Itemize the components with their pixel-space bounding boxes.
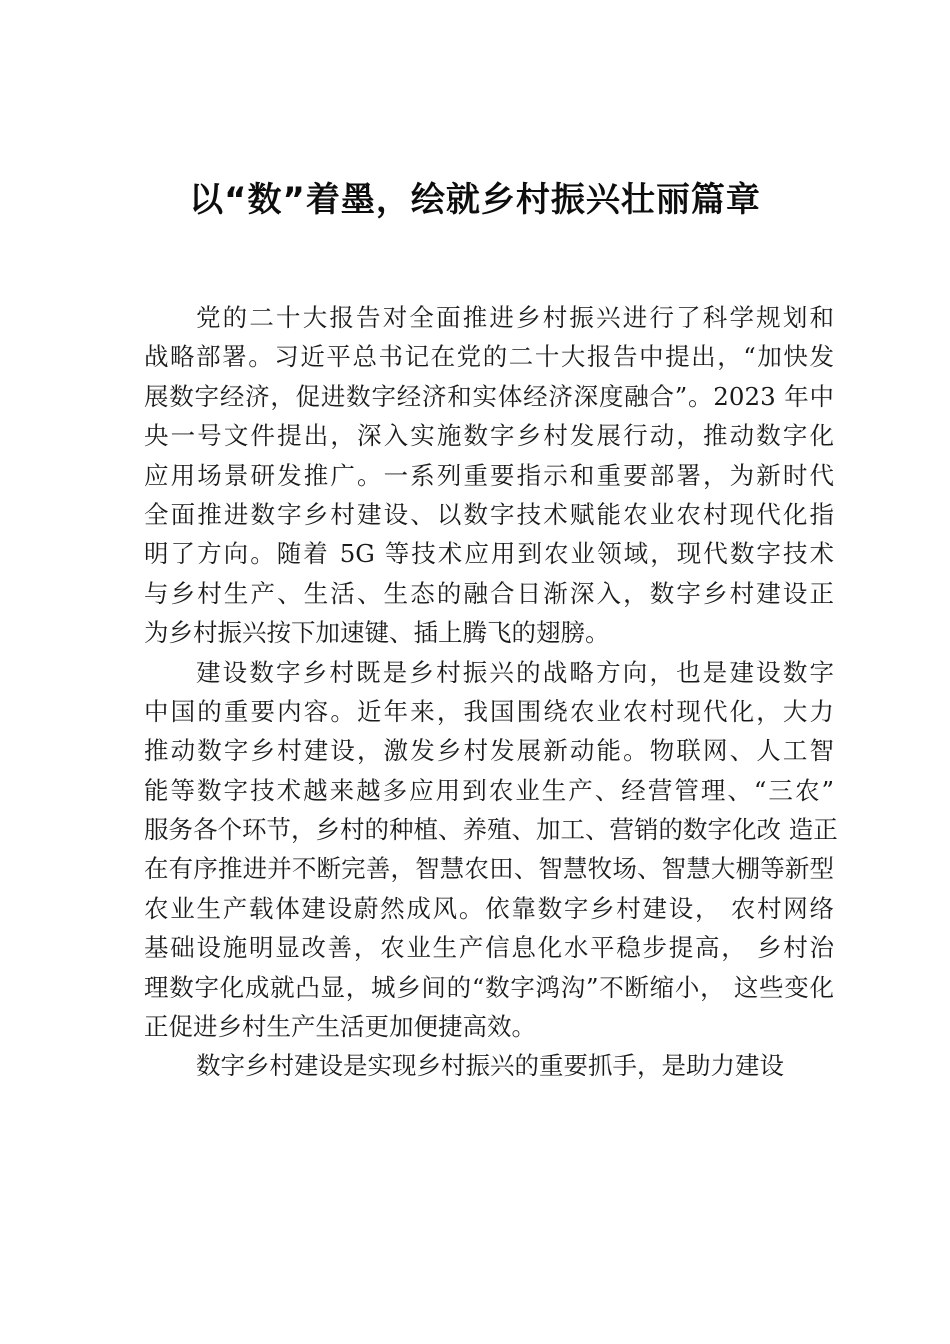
- paragraph-line: 基础设施明显改善，农业生产信息化水平稳步提高， 乡村治: [144, 933, 834, 963]
- paragraph-line: 建设数字乡村既是乡村振兴的战略方向，也是建设数字: [196, 657, 834, 687]
- paragraph-line: 在有序推进并不断完善，智慧农田、智慧牧场、智慧大棚等新型: [144, 854, 834, 884]
- paragraph-line: 服务各个环节，乡村的种植、养殖、加工、营销的数字化改 造正: [144, 815, 838, 845]
- paragraph-3: [144, 1046, 834, 1085]
- paragraph-line: 战略部署。习近平总书记在党的二十大报告中提出，“加快发: [144, 342, 834, 372]
- paragraph-line: 为乡村振兴按下加速键、插上腾飞的翅膀。: [144, 618, 610, 648]
- paragraph-line: 理数字化成就凸显，城乡间的“数字鸿沟”不断缩小， 这些变化: [144, 972, 834, 1002]
- document-title: 以“数”着墨，绘就乡村振兴壮丽篇章: [189, 180, 761, 220]
- paragraph-line: 应用场景研发推广。一系列重要指示和重要部署，为新时代: [144, 460, 834, 490]
- paragraph-line: 明了方向。随着 5G 等技术应用到农业领域，现代数字技术: [144, 539, 834, 569]
- paragraph-line: 全面推进数字乡村建设、以数字技术赋能农业农村现代化指: [144, 499, 834, 529]
- paragraph-line: 央一号文件提出，深入实施数字乡村发展行动，推动数字化: [144, 421, 834, 451]
- paragraph-line: 数字乡村建设是实现乡村振兴的重要抓手，是助力建设: [196, 1051, 784, 1081]
- document-body: [144, 298, 838, 1086]
- paragraph-line: 展数字经济，促进数字经济和实体经济深度融合”。2023 年中: [144, 381, 834, 411]
- paragraph-line: 党的二十大报告对全面推进乡村振兴进行了科学规划和: [196, 303, 834, 332]
- paragraph-line: 中国的重要内容。近年来，我国围绕农业农村现代化，大力: [144, 696, 834, 726]
- paragraph-line: 农业生产载体建设蔚然成风。依靠数字乡村建设， 农村网络: [144, 893, 834, 923]
- paragraph-line: 正促进乡村生产生活更加便捷高效。: [144, 1012, 536, 1042]
- paragraph-line: 推动数字乡村建设，激发乡村发展新动能。物联网、人工智: [144, 736, 834, 766]
- paragraph-line: 与乡村生产、生活、生态的融合日渐深入，数字乡村建设正: [144, 578, 834, 608]
- paragraph-line: 能等数字技术越来越多应用到农业生产、经营管理、“三农”: [144, 775, 834, 805]
- paragraph-1: [144, 298, 834, 653]
- paragraph-2: [144, 653, 838, 1047]
